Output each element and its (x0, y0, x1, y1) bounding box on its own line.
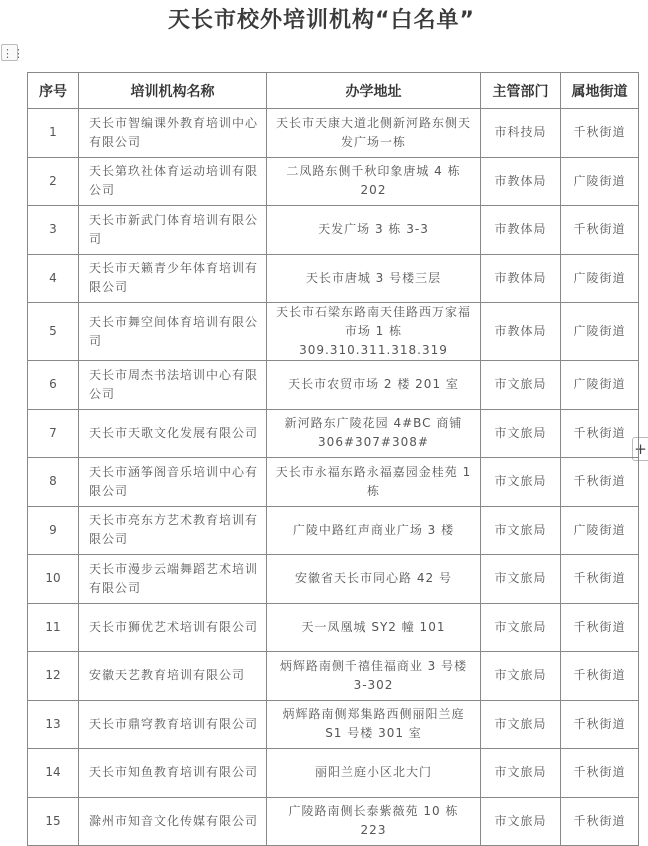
cell-institution-name: 天长市周杰书法培训中心有限公司 (79, 361, 267, 410)
cell-street: 广陵街道 (561, 506, 639, 555)
table-row (28, 603, 639, 652)
cell-street: 千秋街道 (561, 555, 639, 604)
cell-department: 市文旅局 (481, 603, 561, 652)
cell-serial: 11 (28, 603, 79, 652)
cell-department: 市文旅局 (481, 409, 561, 458)
cell-street: 广陵街道 (561, 254, 639, 303)
table-row (28, 361, 639, 410)
cell-address: 二凤路东侧千秋印象唐城 4 栋 202 (267, 157, 481, 206)
cell-institution-name: 安徽天艺教育培训有限公司 (79, 652, 267, 701)
cell-address: 新河路东广陵花园 4#BC 商铺 306#307#308# (267, 409, 481, 458)
cell-address: 炳辉路南侧千禧佳福商业 3 号楼 3-302 (267, 652, 481, 701)
cell-department: 市文旅局 (481, 555, 561, 604)
cell-serial: 14 (28, 749, 79, 798)
table-row (28, 749, 639, 798)
cell-department: 市文旅局 (481, 361, 561, 410)
cell-department: 市教体局 (481, 157, 561, 206)
cell-institution-name: 天长市漫步云端舞蹈艺术培训有限公司 (79, 555, 267, 604)
cell-serial: 4 (28, 254, 79, 303)
cell-street: 千秋街道 (561, 652, 639, 701)
add-column-icon[interactable]: + (632, 437, 648, 461)
table-row (28, 157, 639, 206)
cell-department: 市教体局 (481, 254, 561, 303)
table-row (28, 206, 639, 255)
table-row (28, 700, 639, 749)
cell-department: 市文旅局 (481, 458, 561, 507)
cell-serial: 9 (28, 506, 79, 555)
cell-address: 广陵路南侧长泰紫薇苑 10 栋 223 (267, 797, 481, 846)
table-row (28, 254, 639, 303)
page-title: 天长市校外培训机构“白名单” (168, 8, 475, 33)
cell-institution-name: 天长市鼎穹教育培训有限公司 (79, 700, 267, 749)
cell-street: 千秋街道 (561, 749, 639, 798)
cell-address: 天长市永福东路永福嘉园金桂苑 1 栋 (267, 458, 481, 507)
cell-street: 广陵街道 (561, 361, 639, 410)
header-address: 办学地址 (267, 73, 481, 109)
table-row (28, 303, 639, 361)
cell-serial: 5 (28, 303, 79, 361)
cell-address: 天长市天康大道北侧新河路东侧天发广场一栋 (267, 109, 481, 158)
cell-street: 千秋街道 (561, 700, 639, 749)
table-header-row (28, 73, 639, 109)
cell-serial: 7 (28, 409, 79, 458)
cell-institution-name: 天长市知鱼教育培训有限公司 (79, 749, 267, 798)
cell-address: 天发广场 3 栋 3-3 (267, 206, 481, 255)
cell-address: 天长市农贸市场 2 楼 201 室 (267, 361, 481, 410)
table-row (28, 555, 639, 604)
cell-serial: 12 (28, 652, 79, 701)
cell-institution-name: 天长市涵筝阁音乐培训中心有限公司 (79, 458, 267, 507)
cell-department: 市文旅局 (481, 506, 561, 555)
cell-serial: 3 (28, 206, 79, 255)
cell-serial: 13 (28, 700, 79, 749)
cell-institution-name: 滁州市知音文化传媒有限公司 (79, 797, 267, 846)
cell-serial: 6 (28, 361, 79, 410)
cell-street: 广陵街道 (561, 157, 639, 206)
table-row (28, 506, 639, 555)
cell-serial: 2 (28, 157, 79, 206)
cell-serial: 1 (28, 109, 79, 158)
cell-street: 千秋街道 (561, 458, 639, 507)
cell-institution-name: 天长市天籁青少年体育培训有限公司 (79, 254, 267, 303)
cell-institution-name: 天长第玖社体育运动培训有限公司 (79, 157, 267, 206)
cell-institution-name: 天长市狮优艺术培训有限公司 (79, 603, 267, 652)
cell-institution-name: 天长市舞空间体育培训有限公司 (79, 303, 267, 361)
table-row (28, 109, 639, 158)
header-institution-name: 培训机构名称 (79, 73, 267, 109)
cell-serial: 10 (28, 555, 79, 604)
cell-address: 炳辉路南侧郑集路西侧丽阳兰庭 S1 号楼 301 室 (267, 700, 481, 749)
cell-institution-name: 天长市新武门体育培训有限公司 (79, 206, 267, 255)
cell-street: 千秋街道 (561, 603, 639, 652)
cell-street: 千秋街道 (561, 409, 639, 458)
cell-serial: 8 (28, 458, 79, 507)
cell-department: 市文旅局 (481, 749, 561, 798)
header-department: 主管部门 (481, 73, 561, 109)
cell-institution-name: 天长市亮东方艺术教育培训有限公司 (79, 506, 267, 555)
cell-department: 市文旅局 (481, 797, 561, 846)
cell-street: 广陵街道 (561, 303, 639, 361)
header-street: 属地街道 (561, 73, 639, 109)
cell-department: 市文旅局 (481, 700, 561, 749)
table-row (28, 458, 639, 507)
cell-address: 天一凤凰城 SY2 幢 101 (267, 603, 481, 652)
cell-address: 天长市唐城 3 号楼三层 (267, 254, 481, 303)
whitelist-table (27, 72, 639, 846)
table-row (28, 797, 639, 846)
cell-institution-name: 天长市天歌文化发展有限公司 (79, 409, 267, 458)
cell-department: 市科技局 (481, 109, 561, 158)
cell-street: 千秋街道 (561, 797, 639, 846)
cell-address: 安徽省天长市同心路 42 号 (267, 555, 481, 604)
cell-department: 市文旅局 (481, 652, 561, 701)
header-serial: 序号 (28, 73, 79, 109)
table-row (28, 652, 639, 701)
cell-department: 市教体局 (481, 206, 561, 255)
cell-address: 丽阳兰庭小区北大门 (267, 749, 481, 798)
table-drag-handle-icon[interactable]: ⋮⋮ (1, 44, 18, 61)
cell-street: 千秋街道 (561, 109, 639, 158)
cell-serial: 15 (28, 797, 79, 846)
table-body (28, 109, 639, 846)
cell-address: 天长市石梁东路南天佳路西万家福市场 1 栋 309.310.311.318.319 (267, 303, 481, 361)
cell-street: 千秋街道 (561, 206, 639, 255)
cell-institution-name: 天长市智编课外教育培训中心有限公司 (79, 109, 267, 158)
table-row (28, 409, 639, 458)
cell-address: 广陵中路红声商业广场 3 楼 (267, 506, 481, 555)
cell-department: 市教体局 (481, 303, 561, 361)
